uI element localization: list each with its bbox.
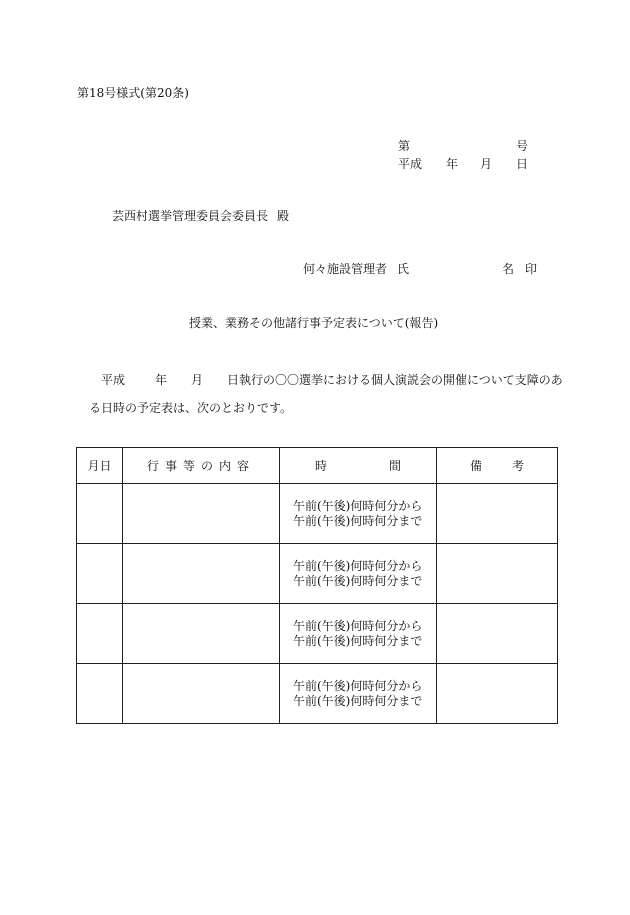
time-to: 午前(午後)何時何分まで	[293, 573, 423, 588]
date-day: 日	[516, 157, 529, 171]
document-title: 授業、業務その他諸行事予定表について(報告)	[189, 316, 439, 330]
date-year: 年	[446, 157, 459, 171]
row-content-cell[interactable]	[123, 544, 280, 604]
row-date-cell[interactable]	[77, 544, 123, 604]
header-content-label: 行事等の内容	[146, 458, 255, 473]
seal-mark: 印	[525, 262, 538, 276]
time-to: 午前(午後)何時何分まで	[293, 633, 423, 648]
doc-number-prefix: 第	[398, 139, 411, 153]
row-time-cell	[280, 484, 437, 544]
sender-title: 何々施設管理者	[303, 262, 388, 276]
body-line-2: る日時の予定表は、次のとおりです。	[89, 401, 293, 415]
sender-name-suffix: 名	[502, 262, 515, 276]
time-from: 午前(午後)何時何分から	[293, 558, 423, 573]
addressee-name: 芸西村選挙管理委員会委員長	[112, 209, 269, 223]
body-line-1-rest: 日執行の〇〇選挙における個人演説会の開催について支障のあ	[227, 373, 563, 387]
table-row	[77, 544, 558, 604]
time-from: 午前(午後)何時何分から	[293, 498, 423, 513]
body-year: 年	[155, 373, 168, 387]
row-remarks-cell[interactable]	[437, 664, 558, 724]
row-date-cell[interactable]	[77, 664, 123, 724]
row-time-cell	[280, 664, 437, 724]
header-remarks	[437, 448, 558, 484]
row-content-cell[interactable]	[123, 604, 280, 664]
row-time-cell	[280, 604, 437, 664]
body-line-1	[101, 373, 563, 387]
time-from: 午前(午後)何時何分から	[293, 618, 423, 633]
sender-name-label: 氏	[397, 262, 410, 276]
body-month: 月	[191, 373, 204, 387]
header-content	[123, 448, 280, 484]
table-row	[77, 484, 558, 544]
date-month: 月	[480, 157, 493, 171]
row-content-cell[interactable]	[123, 664, 280, 724]
table-header-row	[77, 448, 558, 484]
row-remarks-cell[interactable]	[437, 604, 558, 664]
row-remarks-cell[interactable]	[437, 544, 558, 604]
row-remarks-cell[interactable]	[437, 484, 558, 544]
time-to: 午前(午後)何時何分まで	[293, 513, 423, 528]
table-row	[77, 604, 558, 664]
form-number: 第18号様式(第20条)	[77, 86, 189, 100]
row-content-cell[interactable]	[123, 484, 280, 544]
header-time	[280, 448, 437, 484]
header-remarks-start: 備	[469, 458, 482, 473]
row-time-cell	[280, 544, 437, 604]
body-era: 平成	[101, 373, 126, 387]
header-date: 月日	[77, 448, 123, 484]
table-row	[77, 664, 558, 724]
time-to: 午前(午後)何時何分まで	[293, 693, 423, 708]
header-time-start: 時	[314, 458, 327, 473]
row-date-cell[interactable]	[77, 484, 123, 544]
header-remarks-end: 考	[512, 458, 525, 473]
row-date-cell[interactable]	[77, 604, 123, 664]
addressee-honorific: 殿	[277, 209, 290, 223]
schedule-table	[76, 447, 558, 724]
header-time-end: 間	[389, 458, 402, 473]
doc-number-suffix: 号	[516, 139, 529, 153]
time-from: 午前(午後)何時何分から	[293, 678, 423, 693]
date-era: 平成	[398, 157, 423, 171]
